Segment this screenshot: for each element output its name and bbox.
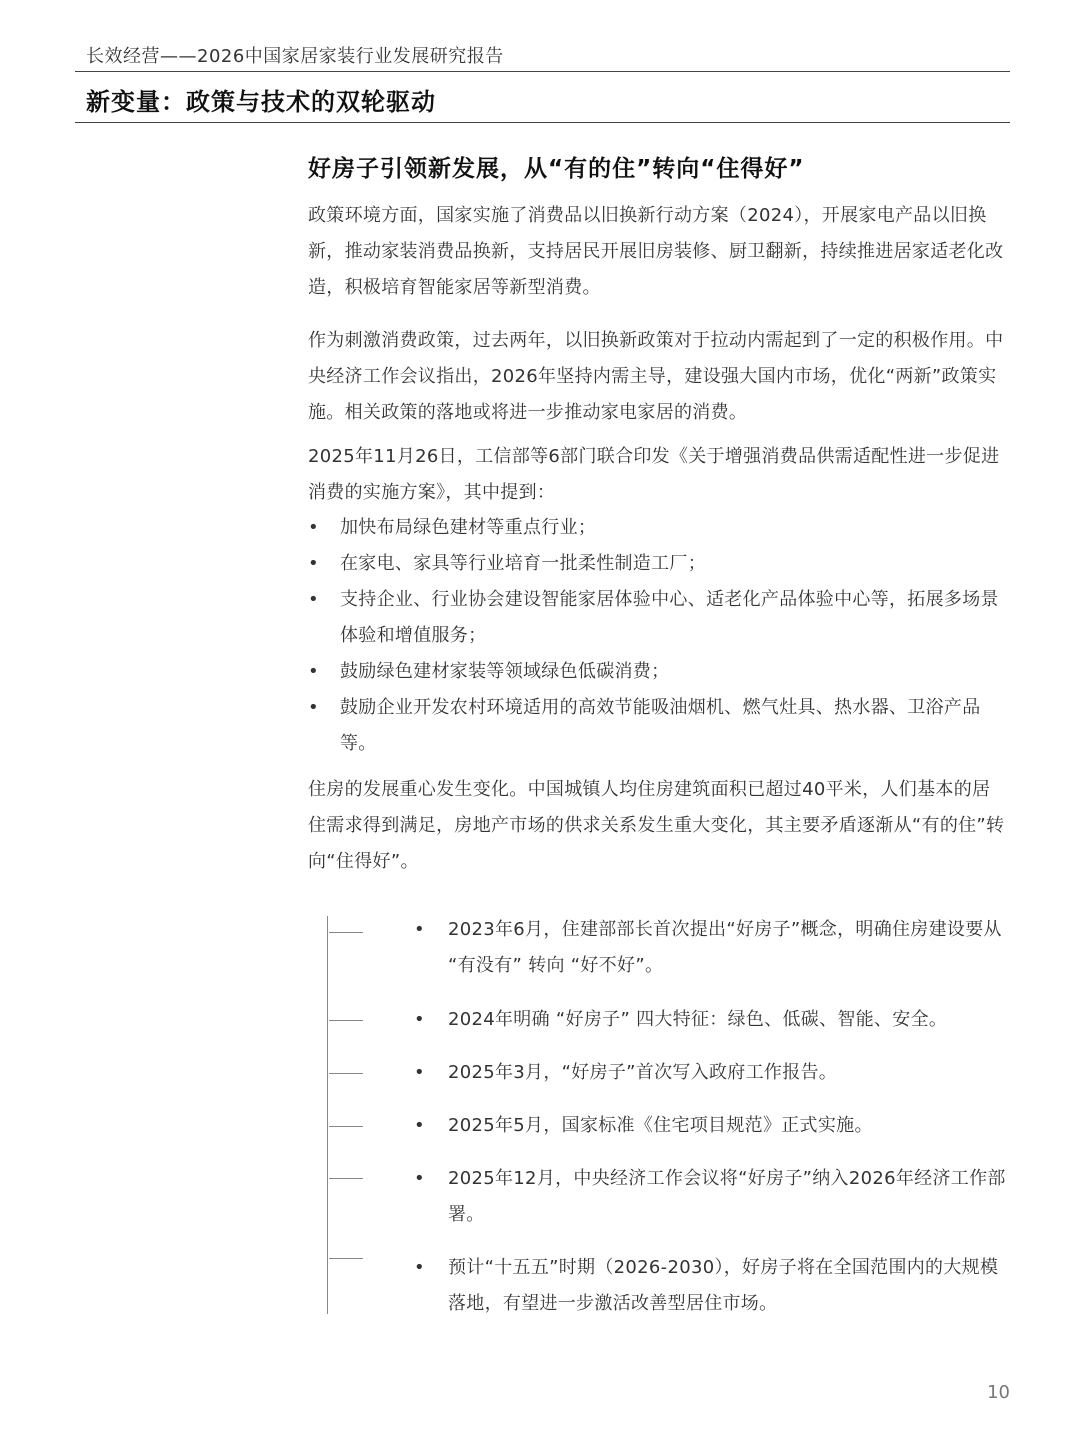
header-divider-bottom xyxy=(75,122,1010,123)
timeline-vertical-line xyxy=(327,916,328,1314)
timeline-item xyxy=(414,1108,1008,1144)
bullet-symbol: • xyxy=(308,553,319,574)
section-title: 新变量：政策与技术的双轮驱动 xyxy=(86,88,436,116)
timeline-tick xyxy=(329,1126,363,1127)
bullet-item xyxy=(308,546,1006,582)
bullet-symbol: • xyxy=(414,1115,425,1136)
report-header-title: 长效经营——2026中国家居家装行业发展研究报告 xyxy=(86,46,504,67)
bullet-item xyxy=(308,654,1006,690)
timeline-item-text: 2025年3月，“好房子”首次写入政府工作报告。 xyxy=(448,1062,838,1083)
bullet-symbol: • xyxy=(308,661,319,682)
header-divider-top xyxy=(75,71,1010,72)
timeline-item xyxy=(414,1055,1008,1091)
timeline-item-text: 2025年5月，国家标准《住宅项目规范》正式实施。 xyxy=(448,1115,873,1136)
timeline-tick xyxy=(329,932,363,933)
paragraph-stimulus-policy: 作为刺激消费政策，过去两年，以旧换新政策对于拉动内需起到了一定的积极作用。中央经济工作会议指出，2026年坚持内需主导，建设强大国内市场，优化“两新”政策实施。相关政策的落地或将进一步推动家电家居的消费。 xyxy=(308,330,1004,423)
bullet-symbol: • xyxy=(414,1009,425,1030)
timeline-item-text: 预计“十五五”时期（2026-2030），好房子将在全国范围内的大规模落地，有望进一步激活改善型居住市场。 xyxy=(448,1257,999,1314)
timeline-tick xyxy=(329,1073,363,1074)
page-number: 10 xyxy=(987,1382,1010,1403)
timeline-item xyxy=(414,1161,1008,1233)
timeline-tick xyxy=(329,1258,363,1259)
timeline-tick xyxy=(329,1178,363,1179)
bullet-symbol: • xyxy=(414,1062,425,1083)
bullet-text: 加快布局绿色建材等重点行业； xyxy=(340,517,597,538)
bullet-symbol: • xyxy=(414,1257,425,1278)
bullet-text: 鼓励企业开发农村环境适用的高效节能吸油烟机、燃气灶具、热水器、卫浴产品等。 xyxy=(340,697,981,754)
timeline-item xyxy=(414,1002,1008,1038)
policy-bullet-list xyxy=(308,510,1006,762)
bullet-item xyxy=(308,510,1006,546)
bullet-symbol: • xyxy=(414,1168,425,1189)
bullet-item xyxy=(308,690,1006,762)
subheading: 好房子引领新发展，从“有的住”转向“住得好” xyxy=(308,156,805,182)
timeline-item-text: 2025年12月，中央经济工作会议将“好房子”纳入2026年经济工作部署。 xyxy=(448,1168,1006,1225)
timeline-item xyxy=(414,1250,1008,1322)
timeline-item xyxy=(414,912,1008,984)
timeline-item-text: 2024年明确 “好房子” 四大特征：绿色、低碳、智能、安全。 xyxy=(448,1009,948,1030)
paragraph-housing-focus: 住房的发展重心发生变化。中国城镇人均住房建筑面积已超过40平米，人们基本的居住需求得到满足，房地产市场的供求关系发生重大变化，其主要矛盾逐渐从“有的住”转向“住得好”。 xyxy=(308,779,1005,872)
paragraph-implementation-plan: 2025年11月26日，工信部等6部门联合印发《关于增强消费品供需适配性进一步促进消费的实施方案》，其中提到： xyxy=(308,446,1000,503)
bullet-text: 在家电、家具等行业培育一批柔性制造工厂； xyxy=(340,553,706,574)
bullet-symbol: • xyxy=(308,697,319,718)
timeline-item-text: 2023年6月，住建部部长首次提出“好房子”概念，明确住房建设要从 “有没有” 转向 “好不好”。 xyxy=(448,919,1002,976)
timeline-tick xyxy=(329,1020,363,1021)
bullet-symbol: • xyxy=(308,589,319,610)
bullet-text: 鼓励绿色建材家装等领域绿色低碳消费； xyxy=(340,661,670,682)
paragraph-policy-environment: 政策环境方面，国家实施了消费品以旧换新行动方案（2024），开展家电产品以旧换新，推动家装消费品换新，支持居民开展旧房装修、厨卫翻新，持续推进居家适老化改造，积极培育智能家居等新型消费。 xyxy=(308,205,1004,298)
bullet-symbol: • xyxy=(414,919,425,940)
bullet-item xyxy=(308,582,1006,654)
bullet-symbol: • xyxy=(308,517,319,538)
bullet-text: 支持企业、行业协会建设智能家居体验中心、适老化产品体验中心等，拓展多场景体验和增值服务； xyxy=(340,589,999,646)
